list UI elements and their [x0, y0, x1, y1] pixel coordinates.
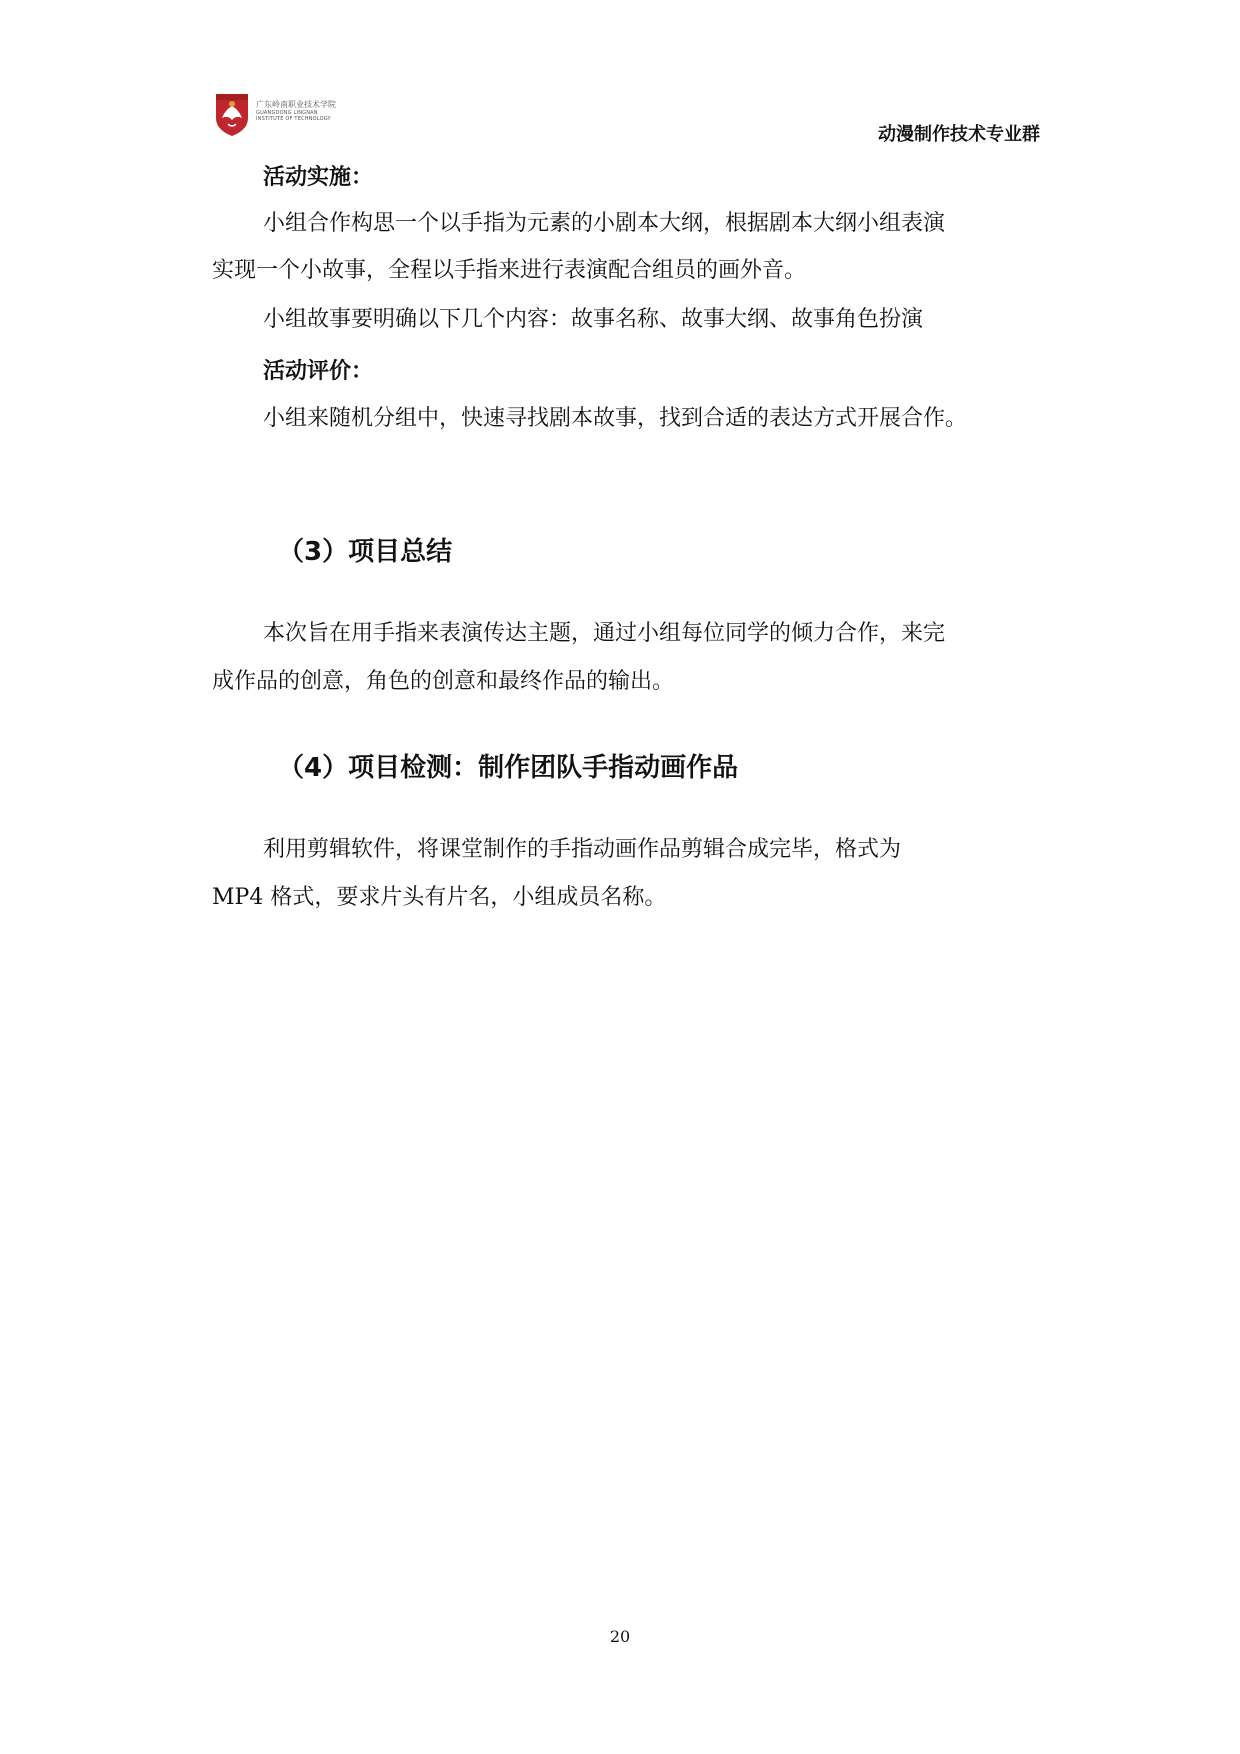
logo-name-cn: 广东岭南职业技术学院	[256, 100, 336, 109]
activity-impl-line-1-text: 小组合作构思一个以手指为元素的小剧本大纲，根据剧本大纲小组表演	[263, 211, 946, 236]
activity-impl-label: 活动实施：	[263, 165, 374, 190]
summary-line-1	[212, 610, 1042, 658]
activity-impl-line-3	[212, 296, 1042, 344]
activity-eval-line-1	[212, 395, 1042, 443]
institute-logo	[214, 92, 348, 138]
activity-impl-line-3-text: 小组故事要明确以下几个内容：故事名称、故事大纲、故事角色扮演	[263, 307, 924, 332]
activity-impl-line-2: 实现一个小故事，全程以手指来进行表演配合组员的画外音。	[212, 258, 807, 283]
summary-line-2: 成作品的创意，角色的创意和最终作品的输出。	[212, 669, 675, 694]
header-title: 动漫制作技术专业群	[878, 124, 1040, 145]
summary-heading: （3）项目总结	[278, 537, 453, 567]
logo-name-en-line1: GUANGDONG LINGNAN	[256, 110, 318, 116]
shield-emblem-icon	[214, 92, 250, 138]
test-line-1	[212, 826, 1042, 874]
activity-eval-label: 活动评价：	[263, 359, 374, 384]
activity-impl-line-1	[212, 200, 1042, 248]
activity-eval-line-1-text: 小组来随机分组中，快速寻找剧本故事，找到合适的表达方式开展合作。	[263, 406, 968, 431]
logo-name-en-line2: INSTITUTE OF TECHNOLOGY	[256, 116, 331, 122]
summary-line-1-text: 本次旨在用手指来表演传达主题，通过小组每位同学的倾力合作，来完	[263, 621, 946, 646]
page-number: 20	[609, 1627, 631, 1646]
test-line-2: MP4 格式，要求片头有片名，小组成员名称。	[212, 885, 667, 910]
test-heading: （4）项目检测：制作团队手指动画作品	[278, 753, 739, 783]
test-line-1-text: 利用剪辑软件，将课堂制作的手指动画作品剪辑合成完毕，格式为	[263, 837, 902, 862]
